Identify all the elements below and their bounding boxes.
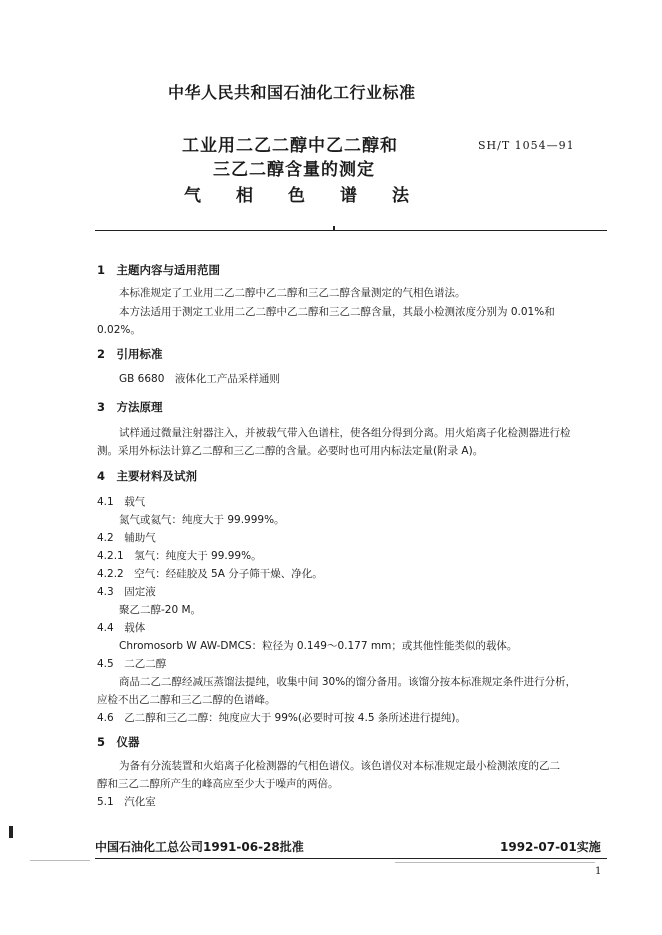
header-divider — [95, 230, 607, 231]
item-4-2-2: 4.2.2 空气：经硅胶及 5A 分子筛干燥、净化。 — [97, 568, 323, 580]
item-4-2: 4.2 辅助气 — [97, 532, 156, 544]
page-number: 1 — [595, 866, 602, 877]
item-4-5-text-a: 商品二乙二醇经减压蒸馏法提纯，收集中间 30%的馏分备用。该馏分按本标准规定条件进行分析， — [119, 676, 577, 688]
section-1-para-2a: 本方法适用于测定工业用二乙二醇中乙二醇和三乙二醇含量，其最小检测浓度分别为 0.01%和 — [119, 306, 555, 318]
approval-line: 中国石油化工总公司1991-06-28批准 — [95, 840, 304, 854]
section-1-heading: 1 主题内容与适用范围 — [97, 263, 221, 277]
item-4-4-text: Chromosorb W AW-DMCS：粒径为 0.149～0.177 mm；或其他性能类似的载体。 — [119, 640, 518, 652]
section-3-heading: 3 方法原理 — [97, 400, 163, 414]
doc-title-line-1: 工业用二乙二醇中乙二醇和 — [182, 136, 398, 156]
scan-artifact-line — [30, 860, 90, 861]
section-4-heading: 4 主要材料及试剂 — [97, 469, 198, 483]
divider-tick — [333, 226, 335, 231]
implementation-date: 1992-07-01实施 — [500, 840, 601, 854]
item-4-3: 4.3 固定液 — [97, 586, 156, 598]
section-2-reference: GB 6680 液体化工产品采样通则 — [119, 373, 280, 385]
item-4-6: 4.6 乙二醇和三乙二醇：纯度应大于 99%(必要时可按 4.5 条所述进行提纯)。 — [97, 712, 466, 724]
doc-title-line-2: 三乙二醇含量的测定 — [213, 160, 375, 180]
standard-number: SH/T 1054—91 — [478, 139, 575, 152]
item-4-5-text-b: 应检不出乙二醇和三乙二醇的色谱峰。 — [97, 694, 276, 706]
item-4-3-text: 聚乙二醇-20 M。 — [119, 604, 202, 616]
item-4-5: 4.5 二乙二醇 — [97, 658, 167, 670]
item-4-4: 4.4 载体 — [97, 622, 146, 634]
scan-margin-mark — [9, 826, 13, 838]
section-5-para-a: 为备有分流装置和火焰离子化检测器的气相色谱仪。该色谱仪对本标准规定最小检测浓度的乙二 — [119, 760, 560, 772]
section-3-para-a: 试样通过微量注射器注入，并被载气带入色谱柱，使各组分得到分离。用火焰离子化检测器进行检 — [119, 427, 571, 439]
section-3-para-b: 测。采用外标法计算乙二醇和三乙二醇的含量。必要时也可用内标法定量(附录 A)。 — [97, 445, 484, 457]
section-5-heading: 5 仪器 — [97, 735, 140, 749]
section-1-para-2b: 0.02%。 — [97, 324, 141, 336]
section-2-heading: 2 引用标准 — [97, 347, 163, 361]
section-1-para-1: 本标准规定了工业用二乙二醇中乙二醇和三乙二醇含量测定的气相色谱法。 — [119, 287, 466, 299]
scan-artifact-line — [395, 862, 595, 863]
item-4-1-text: 氮气或氦气：纯度大于 99.999%。 — [119, 514, 285, 526]
item-4-1: 4.1 载气 — [97, 496, 146, 508]
footer-divider — [95, 858, 607, 859]
section-5-para-b: 醇和三乙二醇所产生的峰高应至少大于噪声的两倍。 — [97, 778, 339, 790]
doc-title-line-3: 气相色谱法 — [184, 186, 444, 206]
issuing-authority: 中华人民共和国石油化工行业标准 — [168, 83, 416, 102]
item-4-2-1: 4.2.1 氢气：纯度大于 99.99%。 — [97, 550, 262, 562]
item-5-1: 5.1 汽化室 — [97, 796, 156, 808]
